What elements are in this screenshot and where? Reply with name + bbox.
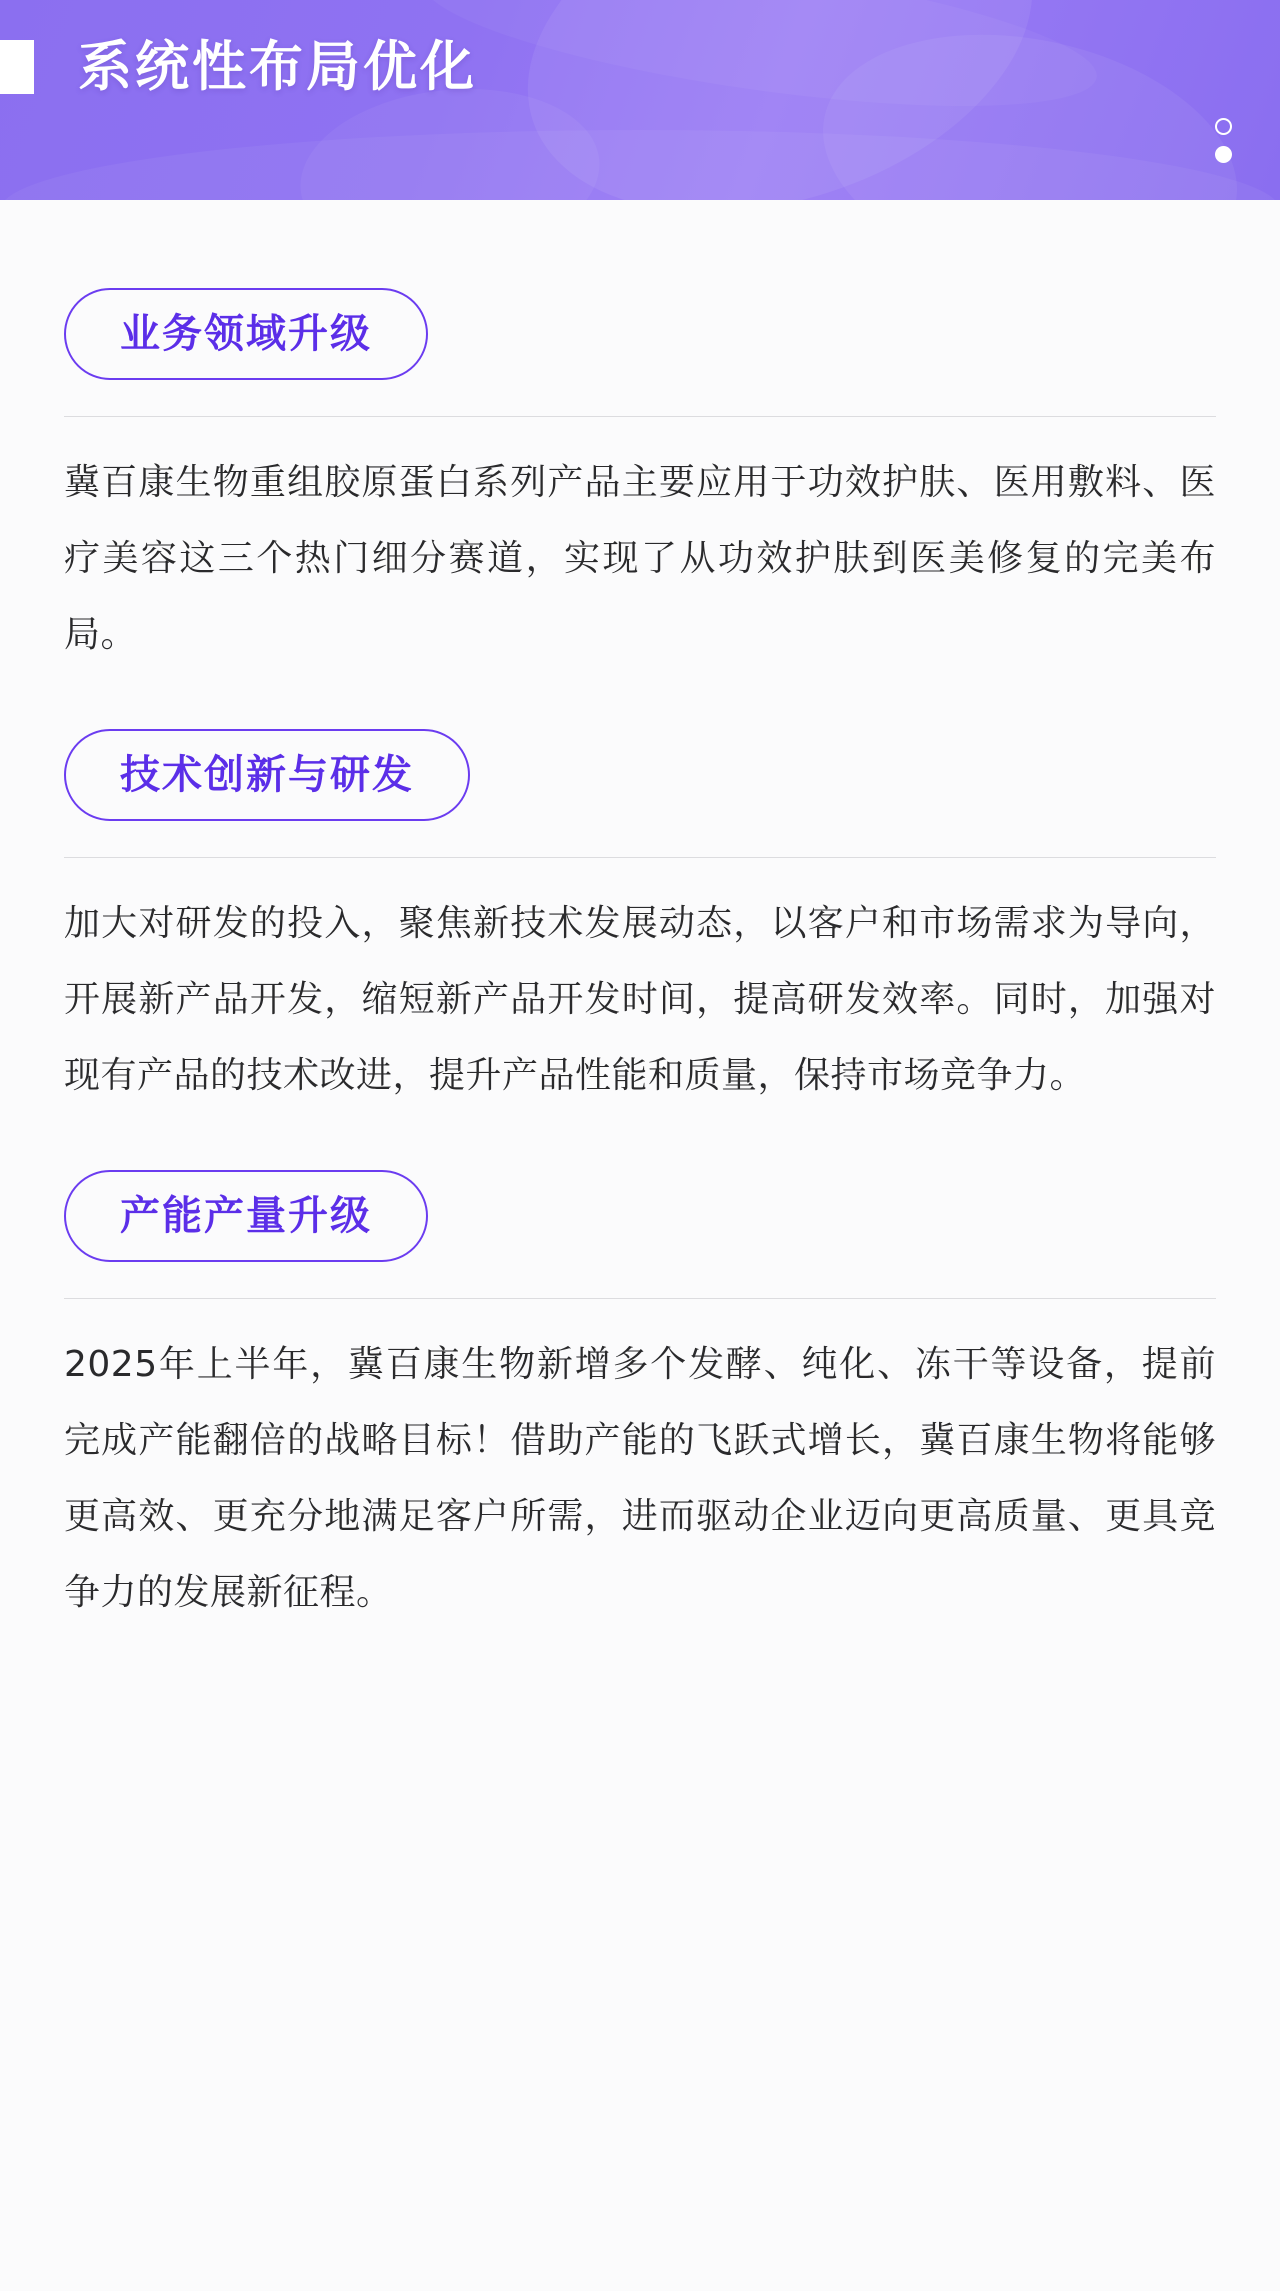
spacer <box>64 673 1216 729</box>
spacer <box>64 1114 1216 1170</box>
article-body <box>0 200 1280 1631</box>
section-heading-pill: 技术创新与研发 <box>64 729 470 821</box>
header-decoration-swirl <box>415 0 1105 137</box>
section-tech-innovation <box>64 729 1216 1114</box>
header-decoration-wave <box>0 130 1280 200</box>
section-heading-pill: 产能产量升级 <box>64 1170 428 1262</box>
circle-filled-icon <box>1215 146 1232 163</box>
section-heading-pill: 业务领域升级 <box>64 288 428 380</box>
circle-outline-icon <box>1215 118 1232 135</box>
section-paragraph: 加大对研发的投入，聚焦新技术发展动态，以客户和市场需求为导向，开展新产品开发，缩短新产品开发时间，提高研发效率。同时，加强对现有产品的技术改进，提升产品性能和质量，保持市场竞争力。 <box>64 903 1216 1096</box>
page-title: 系统性布局优化 <box>78 35 477 98</box>
section-business-upgrade <box>64 288 1216 673</box>
section-paragraph: 2025年上半年，冀百康生物新增多个发酵、纯化、冻干等设备，提前完成产能翻倍的战略目标！借助产能的飞跃式增长，冀百康生物将能够更高效、更充分地满足客户所需，进而驱动企业迈向更高质量、更具竞争力的发展新征程。 <box>64 1344 1216 1613</box>
section-divider <box>64 1298 1216 1299</box>
section-divider <box>64 416 1216 417</box>
page-header <box>0 0 1280 200</box>
spacer <box>64 200 1216 288</box>
header-accent-bar <box>0 40 34 94</box>
section-capacity-upgrade <box>64 1170 1216 1631</box>
section-divider <box>64 857 1216 858</box>
header-dots-group <box>1215 118 1232 163</box>
section-paragraph: 冀百康生物重组胶原蛋白系列产品主要应用于功效护肤、医用敷料、医疗美容这三个热门细分赛道，实现了从功效护肤到医美修复的完美布局。 <box>64 462 1216 655</box>
